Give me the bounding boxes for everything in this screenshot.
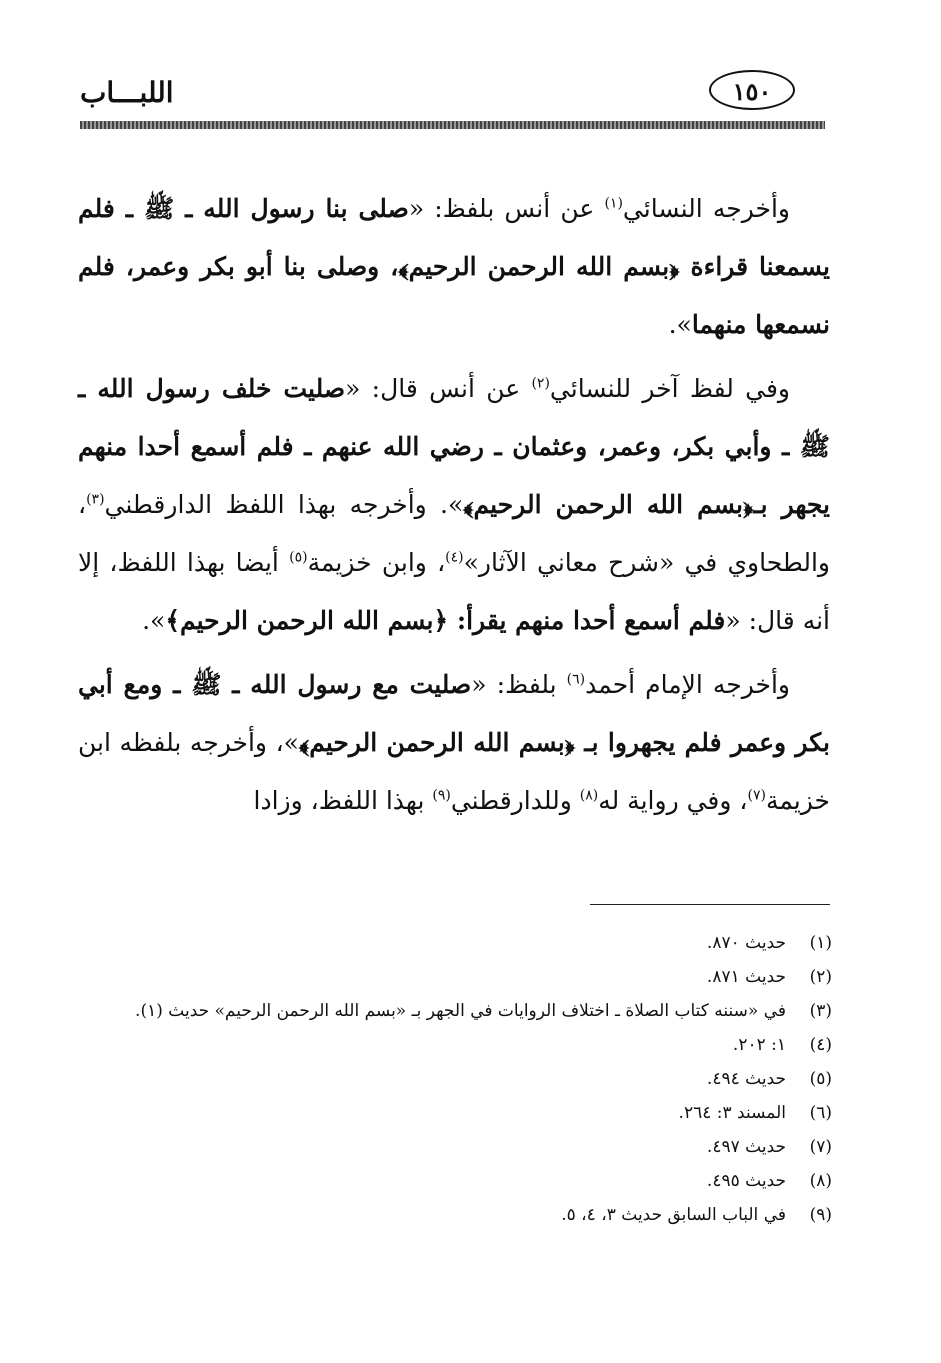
footnote-number: (٣): [809, 1001, 832, 1021]
main-text: [78, 180, 830, 836]
footnote-ref: (٧): [747, 787, 766, 804]
footnote-text: المسند ٣: ٢٦٤.: [678, 1103, 786, 1123]
hadith-quote: صليت خلف رسول الله ـ ﷺ ـ وأبي بكر، وعمر، وعثمان ـ رضي الله عنهم ـ فلم أسمع أحدا منهم يجهر بـ﴿بسم الله الرحمن الرحيم﴾: [78, 374, 831, 519]
paragraph: [78, 656, 830, 830]
footnote-ref: (٨): [579, 787, 599, 804]
text-segment: عن أنس بلفظ: «: [408, 194, 605, 223]
footnote-text: حديث ٤٩٧.: [706, 1137, 786, 1157]
footnote-number: (٦): [809, 1103, 832, 1123]
footnote-item: [70, 994, 832, 1028]
footnote-ref: (٣): [86, 491, 105, 508]
text-segment: بلفظ: «: [471, 670, 567, 699]
footnote-ref: (٩): [432, 787, 451, 804]
footnote-ref: (٤): [445, 549, 464, 566]
text-segment: ، وفي رواية له: [598, 786, 748, 815]
text-segment: عن أنس قال: «: [345, 374, 532, 403]
footnote-item: [70, 1062, 832, 1096]
hadith-quote: فلم أسمع أحدا منهم يقرأ: ﴿بسم الله الرحمن الرحيم﴾: [165, 606, 726, 635]
text-segment: »، وأخرجه بلفظه ابن خزيمة: [78, 728, 830, 815]
footnote-text: حديث ٤٩٤.: [706, 1069, 786, 1089]
footnote-text: في «سننه كتاب الصلاة ـ اختلاف الروايات في الجهر بـ «بسم الله الرحمن الرحيم» حديث (١).: [135, 1001, 786, 1021]
footnote-text: حديث ٤٩٥.: [706, 1171, 786, 1191]
footnote-number: (٥): [809, 1069, 832, 1089]
footnote-number: (١): [809, 933, 832, 953]
text-segment: وللدارقطني: [450, 786, 580, 815]
paragraph: [78, 360, 830, 650]
footnote-number: (٢): [809, 967, 832, 987]
footnote-text: حديث ٨٧٠.: [706, 933, 786, 953]
paragraph: [78, 180, 830, 354]
text-segment: ».: [668, 310, 692, 339]
footnote-item: [70, 1096, 832, 1130]
footnote-separator: [590, 904, 830, 905]
footnote-number: (٧): [809, 1137, 832, 1157]
text-segment: وأخرجه الإمام أحمد: [585, 670, 790, 699]
footnote-item: [70, 926, 832, 960]
text-segment: وفي لفظ آخر للنسائي: [549, 374, 791, 403]
footnote-number: (٤): [809, 1035, 832, 1055]
text-segment: أيضا بهذا اللفظ، إلا أنه قال: «: [78, 548, 830, 635]
footnote-text: حديث ٨٧١.: [706, 967, 786, 987]
footnote-text: ١: ٢٠٢.: [732, 1035, 786, 1055]
header-rule: [80, 121, 825, 129]
page-number: ١٥٠: [709, 70, 795, 110]
footnote-ref: (٢): [531, 375, 550, 392]
footnote-ref: (٥): [289, 549, 308, 566]
footnote-item: [70, 1164, 832, 1198]
footnote-ref: (١): [604, 195, 623, 212]
page-header: [80, 70, 825, 120]
footnote-item: [70, 1198, 832, 1232]
text-segment: ».: [142, 606, 166, 635]
text-segment: ، والطحاوي في «شرح معاني الآثار»: [78, 490, 830, 577]
footnote-ref: (٦): [566, 671, 586, 688]
hadith-quote: صليت مع رسول الله ـ ﷺ ـ ومع أبي بكر وعمر فلم يجهروا بـ ﴿بسم الله الرحمن الرحيم﴾: [78, 670, 830, 757]
text-segment: بهذا اللفظ، وزادا: [253, 786, 433, 815]
footnote-item: [70, 960, 832, 994]
text-segment: وأخرجه النسائي: [622, 194, 790, 223]
footnote-text: في الباب السابق حديث ٣، ٤، ٥.: [561, 1205, 786, 1225]
footnote-item: [70, 1028, 832, 1062]
text-segment: ، وابن خزيمة: [307, 548, 446, 577]
footnote-number: (٩): [809, 1205, 832, 1225]
footnote-item: [70, 1130, 832, 1164]
book-title: اللبـــاب: [80, 76, 174, 109]
text-segment: ». وأخرجه بهذا اللفظ الدارقطني: [104, 490, 464, 519]
footnote-list: [70, 926, 832, 1232]
footnote-number: (٨): [809, 1171, 832, 1191]
hadith-quote: صلى بنا رسول الله ـ ﷺ ـ فلم يسمعنا قراءة ﴿بسم الله الرحمن الرحيم﴾، وصلى بنا أبو بكر وعمر، فلم نسمعها منهما: [78, 194, 830, 339]
